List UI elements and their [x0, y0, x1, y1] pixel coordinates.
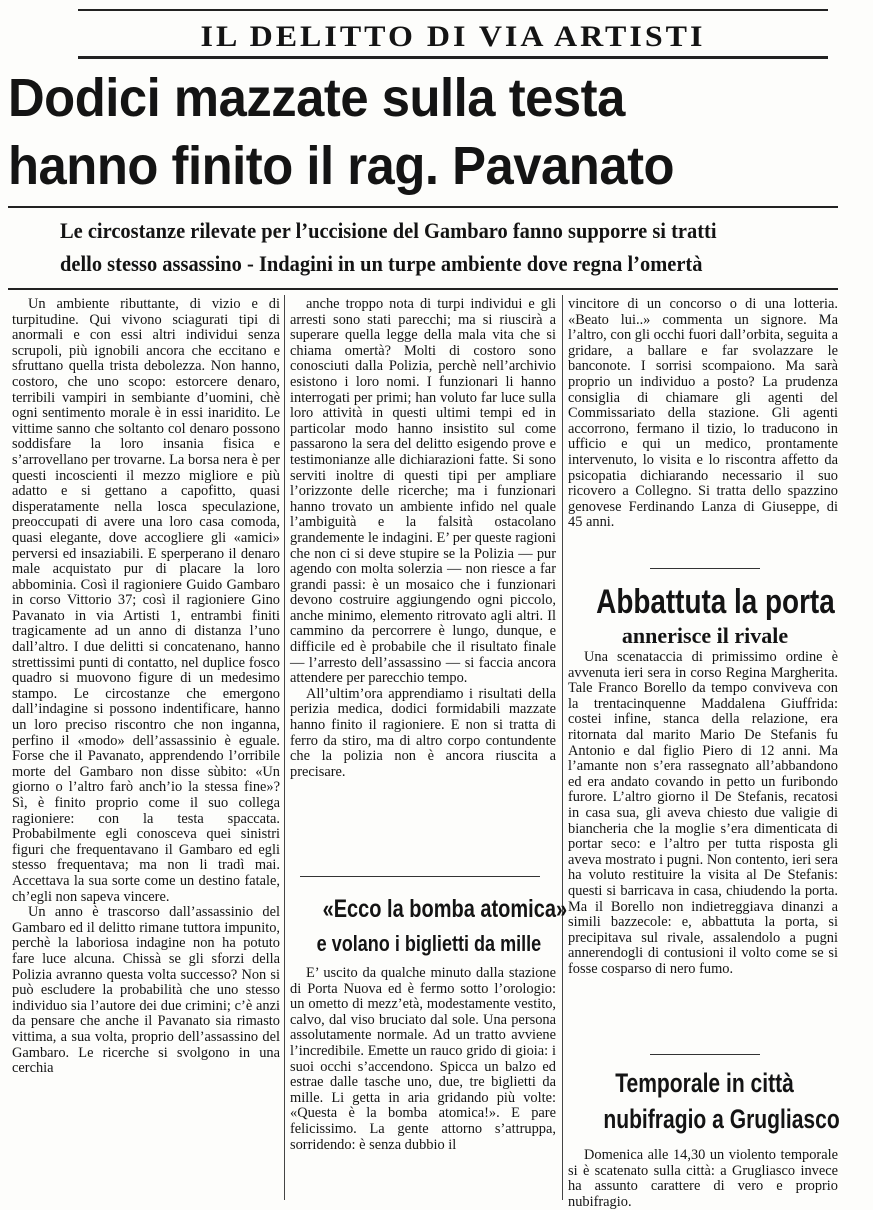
- subheadline-line-2: dello stesso assassino - Indagini in un turpe ambiente dove regna l’omertà: [60, 251, 703, 276]
- article-column-1: [12, 297, 280, 1197]
- headline-line-2: hanno finito il rag. Pavanato: [8, 136, 675, 196]
- section-rule: [650, 1054, 760, 1055]
- article-column-3: [568, 297, 838, 559]
- article-paragraph: Un ambiente ributtante, di vizio e di turpitudine. Qui vivono sciagurati tipi di anormali e con essi altri individui senza scrupoli, più ignobili ancora che eccitano e sfruttano quella trista debolezza. Non hanno, costoro, che uno scopo: estorcere denaro, terribili vampiri in sembiante d’uomini, chè ogni sentimento morale è in essi inaridito. Le vittime sanno che soltanto col denaro possono soddisfare la loro insania fisica e s’arrovellano per trovarne. La borsa nera è per questi incoscienti il mezzo migliore e più adatto e si gettano a capofitto, quasi disperatamente nella losca speculazione, preoccupati di avere una loro casa comoda, quasi elegante, dove accogliere gli «amici» perversi ed insaziabili. E sperperano il denaro male acquistato pur di placare la loro abbominia. Così il ragioniere Guido Gambaro in corso Vittorio 37; così il ragioniere Gino Pavanato in via Artisti 1, entrambi finiti tragicamente ad un anno di distanza l’uno dall’altro. I due delitti si concatenano, hanno strettissimi punti di contatto, nel duplice fosco quadro si muovono figure di un medesimo stampo. Le circostanze che emergono dall’indagine si possono indentificare, hanno un loro preciso riscontro che non inganna, perfino il «modo» dell’assassinio è eguale. Forse che il Pavanato, apprendendo l’orribile morte del Gambaro non disse sùbito: «Un giorno o l’altro farò anch’io la stessa fine»? Sì, è finito proprio come il suo collega ragioniere: con la testa spaccata. Probabilmente egli conosceva quei sinistri figuri che frequentavano il Gambaro ed egli stesso frequentava; ma non li tradì mai. Accettava la sua sorte come un destino fatale, ch’egli non sapeva vincere.: [12, 296, 280, 905]
- storm-story-title: Temporale in città: [615, 1068, 795, 1098]
- article-column-2: [290, 296, 556, 780]
- section-rule: [300, 876, 540, 877]
- door-story-subtitle: annerisce il rivale: [621, 623, 789, 648]
- subheadline: [60, 214, 840, 280]
- storm-story-paragraph: Domenica alle 14,30 un violento temporale si è scatenato sulla città: a Grugliasco invece ha assunto carattere di vero e proprio nubifragio.: [568, 1147, 838, 1210]
- storm-story-body: [568, 1147, 838, 1210]
- headline-rule: [8, 206, 838, 208]
- column-divider-1: [284, 295, 285, 1200]
- subheadline-rule: [8, 288, 838, 290]
- column-divider-2: [562, 295, 563, 1200]
- bomb-story-title: «Ecco la bomba atomica»: [322, 895, 568, 923]
- door-story-paragraph: Una scenataccia di primissimo ordine è avvenuta ieri sera in corso Regina Margherita. Tale Franco Borello da tempo conviveva con la trentacinquenne Maddalena Giuffrida: costei infine, stanca della relazione, era ritornata dal marito Mario De Stefanis fu Antonio e dal figlio Piero di 12 anni. Ma l’amante non s’era rassegnato all’abbandono ed era andato covando in petto un furibondo furore. L’altro giorno il De Stefanis, recatosi in casa sua, gli aveva chiesto due valigie di biancheria che la moglie s’era dimenticata di portar seco: e l’altro per tutta risposta gli aveva mostrato i pugni. Non contento, ieri sera ha voluto restituire la visita al De Stefanis: questi si barricava in casa, chiudendo la porta. Ma il Borello non indietreggiava dinanzi a simili bazzecole: e, abbattuta la porta, si precipitava sul rivale, assalendolo a pugni annerendogli di contusioni il volto come se si fosse cosparso di nero fumo.: [568, 649, 838, 977]
- headline: [8, 64, 838, 200]
- headline-line-1: Dodici mazzate sulla testa: [8, 68, 625, 128]
- kicker-rule: [78, 56, 828, 59]
- top-rule: [78, 9, 828, 11]
- bomb-story-paragraph: E’ uscito da qualche minuto dalla stazione di Porta Nuova ed è fermo sotto l’orologio: un ometto di mezz’età, modestamente vestito, calvo, dal viso bruciato dal sole. Una persona assolutamente normale. Ad un tratto avviene l’incredibile. Emette un rauco grido di gioia: i suoi occhi s’accendono. Spicca un balzo ed estrae dalle tasche uno, due, tre biglietti da mille. Li getta in aria gridando più volte: «Questa è la bomba atomica!». E pare felicissimo. La gente attorno s’attruppa, sorridendo: è senza dubbio il: [290, 965, 556, 1153]
- section-rule: [650, 568, 760, 569]
- article-paragraph: anche troppo nota di turpi individui e gli arresti sono stati parecchi; ma si riuscirà a superare quella legge della mala vita che si chiama omertà? Molti di costoro sono conosciuti dalla Polizia, perchè nell’archivio esistono i loro nomi. I funzionari li hanno interrogati per primi; han voluto far luce sulla loro attività in questi ultimi tempi ed in particolar modo hanno insistito sul come passarono la sera del delitto esigendo prove e testimonianze alle dichiarazioni fatte. Si sono serviti inoltre di questi tipi per ampliare l’orizzonte delle ricerche; ma i funzionari hanno trovato un ambiente infido nel quale l’ambiguità e la falsità ostacolano grandemente le indagini. E’ per queste ragioni che non ci si deve stupire se la Polizia — pur agendo con molta solerzia — non riesce a far grandi passi: è un mosaico che i funzionari devono costruire aggiungendo ogni piccolo, anche minimo, elemento ritrovato agli altri. Il cammino da percorrere è lungo, dunque, e difficile ed è probabile che il risultato finale — l’arresto dell’assassino — si faccia ancora attendere per parecchio tempo.: [290, 296, 556, 687]
- kicker-title: IL DELITTO DI VIA ARTISTI: [200, 19, 706, 53]
- article-paragraph: vincitore di un concorso o di una lotteria. «Beato lui..» commenta un signore. Ma l’altro, con gli occhi fuori dall’orbita, seguita a gridare, a ballare e far svolazzare le banconote. I sorrisi scompaiono. Ma sarà proprio un individuo a posto? La prudenza consiglia di chiamare gli agenti del Commissariato della stazione. Gli agenti accorrono, fermano il tizio, lo traducono in ufficio e qui un medico, prontamente intervenuto, lo visita e lo riscontra affetto da psicopatia dichiarando necessario il suo ricovero a Collegno. Si tratta dello spazzino genovese Ferdinando Lanza di Giuseppe, di 45 anni.: [568, 296, 838, 531]
- door-story-title: Abbattuta la porta: [596, 583, 835, 621]
- door-story-body: [568, 650, 838, 1042]
- subheadline-line-1: Le circostanze rilevate per l’uccisione del Gambaro fanno supporre si tratti: [60, 218, 717, 243]
- bomb-story-subtitle: e volano i biglietti da mille: [316, 931, 542, 956]
- article-paragraph: All’ultim’ora apprendiamo i risultati della perizia medica, dodici formidabili mazzate hanno finito il ragioniere. E non si tratta di ferro da stiro, ma di altro corpo contundente che la polizia non è ancora riuscita a precisare.: [290, 685, 556, 780]
- bomb-story-body: [290, 966, 556, 1200]
- article-paragraph: Un anno è trascorso dall’assassinio del Gambaro ed il delitto rimane tuttora impunito, perchè la laboriosa indagine non ha potuto fare luce alcuna. Chissà se gli sforzi della Polizia avranno questa volta successo? Non si può escludere la probabilità che uno stesso individuo sia l’autore dei due crimini; c’è anzi da pensare che anche il Pavanato sia rimasto vittima, a sua volta, proprio dell’assassino del Gambaro. Le ricerche si svolgono in una cerchia: [12, 904, 280, 1077]
- storm-story-subtitle: nubifragio a Grugliasco: [603, 1104, 840, 1134]
